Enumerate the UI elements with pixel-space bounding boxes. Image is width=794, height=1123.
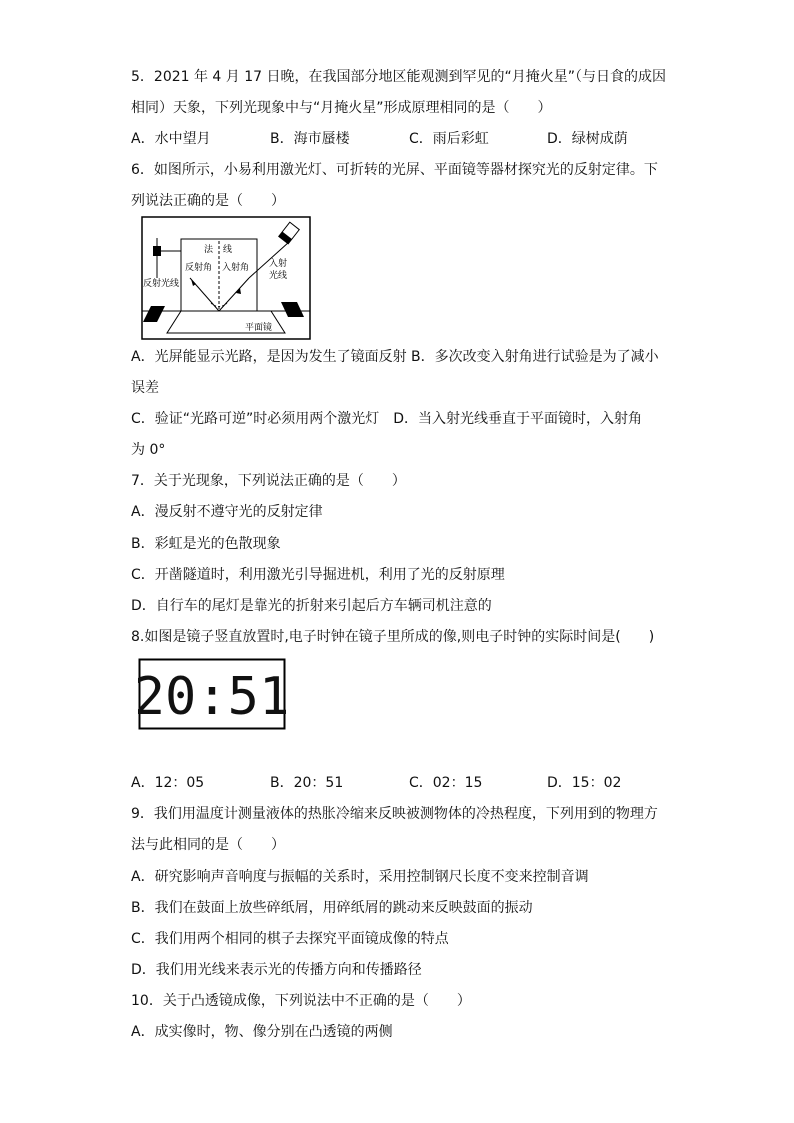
q8-options bbox=[131, 773, 691, 793]
q7-option-c: C．开凿隧道时，利用激光引导掘进机，利用了光的反射原理 bbox=[131, 567, 505, 583]
label-normal-left: 法 bbox=[204, 245, 214, 255]
light-screen bbox=[181, 239, 257, 311]
q9-option-a: A．研究影响声音响度与振幅的关系时，采用控制钢尺长度不变来控制音调 bbox=[131, 869, 589, 885]
reflection-experiment-figure bbox=[141, 216, 311, 340]
q9-option-c: C．我们用两个相同的棋子去探究平面镜成像的特点 bbox=[131, 931, 449, 947]
q9-option-d: D．我们用光线来表示光的传播方向和传播路径 bbox=[131, 962, 422, 978]
q5-option-b: B．海市蜃楼 bbox=[270, 131, 350, 147]
q8-option-d: D．15：02 bbox=[547, 775, 622, 791]
label-incident-ray-2: 光线 bbox=[269, 271, 288, 281]
q10-option-a: A．成实像时，物、像分别在凸透镜的两侧 bbox=[131, 1024, 393, 1040]
q6-stem-line2: 列说法正确的是（ ） bbox=[131, 193, 285, 209]
q10-stem: 10．关于凸透镜成像，下列说法中不正确的是（ ） bbox=[131, 993, 471, 1009]
q7-stem: 7．关于光现象，下列说法正确的是（ ） bbox=[131, 473, 406, 489]
q9-stem-line2: 法与此相同的是（ ） bbox=[131, 837, 285, 853]
q8-stem: 8.如图是镜子竖直放置时,电子时钟在镜子里所成的像,则电子时钟的实际时间是( ) bbox=[131, 629, 655, 645]
label-normal-right: 线 bbox=[223, 245, 233, 255]
label-incident-ray-1: 入射 bbox=[269, 259, 288, 269]
q8-option-a: A．12：05 bbox=[131, 775, 205, 791]
q6-option-cd: C．验证“光路可逆”时必须用两个激光灯 D．当入射光线垂直于平面镜时，入射角 bbox=[131, 411, 643, 427]
q6-stem-line1: 6．如图所示，小易利用激光灯、可折转的光屏、平面镜等器材探究光的反射定律。下 bbox=[131, 162, 658, 178]
label-plane-mirror: 平面镜 bbox=[245, 323, 273, 333]
q5-options bbox=[131, 129, 691, 149]
q7-option-b: B．彩虹是光的色散现象 bbox=[131, 536, 281, 552]
q6-option-ab: A．光屏能显示光路，是因为发生了镜面反射 B．多次改变入射角进行试验是为了减小 bbox=[131, 349, 659, 365]
mirror-clock-figure bbox=[138, 658, 286, 730]
q6-option-d-cont: 为 0° bbox=[131, 442, 166, 458]
q8-option-b: B．20：51 bbox=[270, 775, 344, 791]
q5-stem-line2: 相同）天象，下列光现象中与“月掩火星”形成原理相同的是（ ） bbox=[131, 100, 552, 116]
q9-option-b: B．我们在鼓面上放些碎纸屑，用碎纸屑的跳动来反映鼓面的振动 bbox=[131, 900, 533, 916]
label-reflect-angle: 反射角 bbox=[185, 263, 213, 273]
q7-option-a: A．漫反射不遵守光的反射定律 bbox=[131, 504, 323, 520]
q5-option-a: A．水中望月 bbox=[131, 131, 211, 147]
q7-option-d: D．自行车的尾灯是靠光的折射来引起后方车辆司机注意的 bbox=[131, 598, 492, 614]
label-incident-angle: 入射角 bbox=[222, 263, 250, 273]
q6-option-b-cont: 误差 bbox=[131, 380, 159, 396]
q9-stem-line1: 9．我们用温度计测量液体的热胀冷缩来反映被测物体的冷热程度，下列用到的物理方 bbox=[131, 806, 658, 822]
q5-option-c: C．雨后彩虹 bbox=[409, 131, 489, 147]
label-reflected-ray: 反射光线 bbox=[143, 279, 180, 289]
clock-display: 20:51 bbox=[138, 667, 286, 727]
q5-stem-line1: 5．2021 年 4 月 17 日晚，在我国部分地区能观测到罕见的“月掩火星”（与日食的成因 bbox=[131, 69, 667, 85]
q5-option-d: D．绿树成荫 bbox=[547, 131, 628, 147]
q8-option-c: C．02：15 bbox=[409, 775, 483, 791]
